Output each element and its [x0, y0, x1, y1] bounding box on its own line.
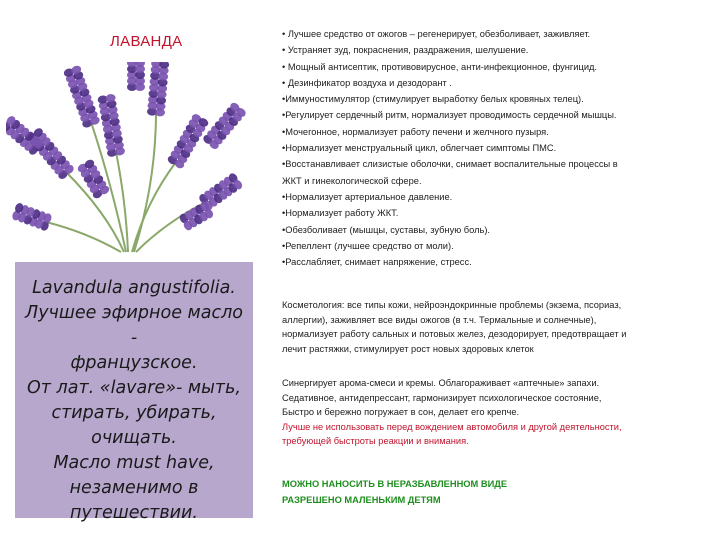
paragraph-line: аллергии), заживляет все виды ожогов (в т.ч. Термальные и солнечные), — [282, 314, 597, 325]
blossom-spike — [97, 93, 125, 157]
lavender-blossoms — [6, 62, 247, 232]
paragraph-line: Синергирует арома-смеси и кремы. Облагораживает «аптечные» запахи. — [282, 378, 600, 388]
lavender-photo — [6, 62, 256, 257]
list-item: •Репеллент (лучшее средство от моли). — [282, 240, 454, 251]
cosmetology-paragraph — [282, 298, 707, 356]
properties-list-block — [282, 26, 707, 270]
blossom-spike — [63, 64, 101, 128]
list-item: •Обезболивает (мышцы, суставы, зубную боль). — [282, 224, 491, 235]
list-item: •Расслабляет, снимает напряжение, стресс. — [282, 257, 472, 268]
blossom-spike — [127, 62, 145, 91]
info-box — [15, 262, 253, 523]
list-item: •Мочегонное, нормализует работу печени и желчного пузыря. — [282, 126, 549, 137]
paragraph-line: нормализует работу сальных и потовых желез, дезодорирует, предотвращает и — [282, 329, 627, 339]
list-item: • Лучшее средство от ожогов – регенерирует, обезболивает, заживляет. — [282, 29, 591, 39]
page-title: ЛАВАНДА — [110, 33, 183, 50]
info-box-text — [23, 276, 245, 526]
blossom-spike — [11, 202, 53, 232]
info-line: Лучшее эфирное масло - — [25, 303, 243, 348]
paragraph-line: Седативное, антидепрессант, гармонизирует психологическое состояние, — [282, 392, 602, 403]
list-item: •Нормализует менструальный цикл, облегчает симптомы ПМС. — [282, 143, 557, 154]
synergy-paragraph — [282, 376, 707, 449]
warning-line: требующей быстроты реакции и внимания. — [282, 436, 469, 446]
list-item: •Нормализует работу ЖКТ. — [282, 208, 399, 219]
info-line: стирать, убирать, — [51, 403, 217, 423]
list-item: • Дезинфикатор воздуха и дезодорант . — [282, 77, 452, 88]
info-line: путешествии. — [70, 503, 198, 523]
list-item: ЖКТ и гинекологической сфере. — [282, 175, 422, 186]
info-line: Lavandula angustifolia. — [32, 278, 236, 298]
warning-line: Лучше не использовать перед вождением автомобиля и другой деятельности, — [282, 421, 622, 432]
stems — [46, 112, 206, 252]
properties-list — [282, 26, 707, 270]
info-line: Масло must have, — [53, 453, 215, 473]
list-item: •Восстанавливает слизистые оболочки, снимает воспалительные процессы в — [282, 159, 618, 170]
paragraph-line: лечит растяжки, стимулирует рост новых здоровых клеток — [282, 343, 534, 354]
blossom-spike — [76, 158, 111, 200]
blossom-spike — [166, 112, 210, 169]
paragraph-line: Косметология: все типы кожи, нейроэндокринные проблемы (экзема, псориаз, — [282, 300, 622, 310]
list-item: •Нормализует артериальное давление. — [282, 191, 453, 202]
paragraph-line: Быстро и бережно погружает в сон, делает его крепче. — [282, 407, 520, 417]
list-item: •Регулирует сердечный ритм, нормализует проводимость сердечной мышцы. — [282, 110, 617, 121]
info-line: От лат. «lavare»- мыть, — [27, 378, 241, 398]
note-line: МОЖНО НАНОСИТЬ В НЕРАЗБАВЛЕННОМ ВИДЕ — [282, 479, 508, 489]
list-item: •Иммуностимулятор (стимулирует выработку белых кровяных телец). — [282, 94, 584, 105]
info-line: очищать. — [91, 428, 177, 448]
usage-notes — [282, 476, 707, 508]
info-line: незаменимо в — [69, 478, 199, 498]
blossom-spike — [147, 62, 170, 117]
note-line: РАЗРЕШЕНО МАЛЕНЬКИМ ДЕТЯМ — [282, 495, 441, 505]
blossom-spike — [202, 101, 248, 151]
info-line: французское. — [70, 353, 198, 373]
list-item: • Устраняет зуд, покраснения, раздражения, шелушение. — [282, 45, 529, 56]
list-item: • Мощный антисептик, противовирусное, анти-инфекционное, фунгицид. — [282, 61, 598, 72]
